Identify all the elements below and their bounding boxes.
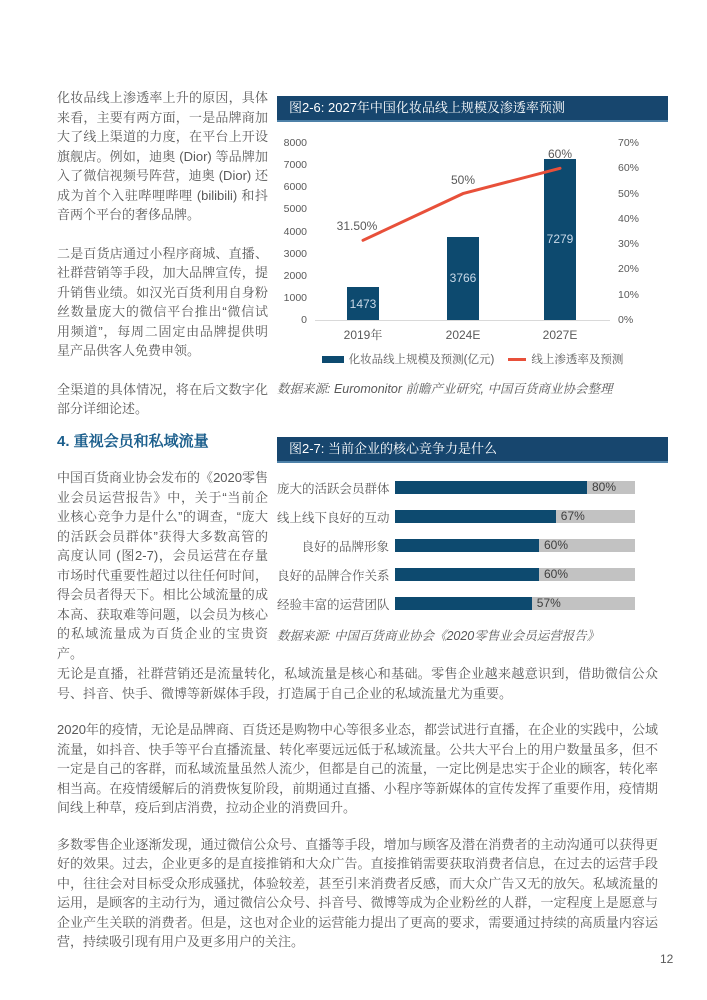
paragraph-private-traffic-core: 无论是直播，社群营销还是流量转化，私域流量是核心和基础。零售企业越来越意识到，借助微信公众号、抖音、快手、微博等新媒体手段，打造属于自己企业的私域流量尤为重要。	[57, 666, 658, 701]
paragraph-department-store: 二是百货店通过小程序商城、直播、社群营销等手段，加大品牌宣传，提升销售业绩。如汉光百货利用自身粉丝数量庞大的微信平台推出“微信试用频道”，每周二固定由品牌提供明星产品供客人免费申领。	[57, 245, 268, 358]
right-axis-tick: 10%	[618, 288, 640, 301]
bar-fill	[395, 597, 532, 610]
right-axis-tick: 70%	[618, 137, 640, 149]
category-label: 良好的品牌合作关系	[277, 568, 390, 583]
category-label: 经验丰富的运营团队	[277, 597, 390, 612]
page-number: 12	[660, 952, 674, 966]
competency-row	[277, 589, 668, 618]
chart-legend	[277, 351, 668, 367]
figure-2-6-source: 数据来源: Euromonitor 前瞻产业研究, 中国百货商业协会整理	[277, 382, 613, 396]
x-axis-label: 2024E	[445, 328, 481, 342]
legend-bar-label: 化妆品线上规模及预测(亿元)	[348, 354, 495, 366]
line-point-label: 50%	[450, 172, 476, 187]
value-label: 60%	[544, 567, 569, 581]
paragraph-2020-epidemic: 2020年的疫情，无论是品牌商、百货还是购物中心等很多业态，都尝试进行直播，在企业的实践中，公域流量，如抖音、快手等平台直播流量、转化率要远远低于私域流量。公共大平台上的用户数量虽多，但不一定是自己的客群，而私域流量虽然人流少，但都是自己的流量，一定比例是忠实于企业的顾客，转化率相当高。在疫情缓解后的消费恢复阶段，前期通过直播、小程序等新媒体的宣传发挥了重要作用，疫情期间线上种草，疫后到店消费，拉动企业的消费回升。	[57, 722, 658, 815]
paragraph-cosmetics-online: 化妆品线上渗透率上升的原因，具体来看，主要有两方面，一是品牌商加大了线上渠道的力度，在平台上开设旗舰店。例如，迪奥 (Dior) 等品牌加入了微信视频号阵营，迪奥 (Dior) 还成为首个入驻哔哩哔哩 (bilibili) 和抖音两个平台的奢侈品牌。	[57, 90, 268, 222]
line-point-label: 60%	[547, 147, 573, 162]
bar-fill	[395, 510, 556, 523]
bar-fill	[395, 481, 587, 494]
competency-row	[277, 560, 668, 589]
right-axis-tick: 0%	[618, 314, 634, 326]
left-axis-tick: 2000	[283, 269, 307, 282]
left-axis-tick: 6000	[283, 181, 307, 194]
combo-chart-canvas	[277, 130, 668, 345]
figure-2-6-title: 图2-6: 2027年中国化妆品线上规模及渗透率预测	[277, 96, 668, 122]
left-text-column-2	[57, 468, 268, 682]
legend-line-label: 线上渗透率及预测	[531, 354, 624, 366]
x-axis-label: 2027E	[542, 328, 578, 342]
section-heading-4: 4. 重视会员和私域流量	[57, 433, 209, 450]
left-axis-tick: 4000	[283, 225, 307, 238]
left-axis-tick: 0	[301, 314, 307, 326]
value-label: 57%	[536, 596, 561, 610]
x-axis-label: 2019年	[343, 328, 383, 342]
left-axis-tick: 3000	[283, 247, 307, 260]
right-axis-tick: 30%	[618, 238, 640, 251]
competency-row	[277, 473, 668, 502]
competency-row	[277, 502, 668, 531]
value-label: 67%	[560, 509, 585, 523]
competency-row	[277, 531, 668, 560]
bar-fill	[395, 539, 539, 552]
right-axis-tick: 50%	[618, 187, 640, 200]
full-width-text	[57, 664, 658, 969]
value-label: 80%	[592, 480, 617, 494]
bar-series-swatch-icon	[322, 356, 344, 363]
legend-item-bar	[322, 351, 495, 367]
bar-track	[395, 539, 635, 552]
x-axis-line	[315, 320, 610, 321]
figure-2-7-title: 图2-7: 当前企业的核心竞争力是什么	[277, 437, 668, 463]
bar-fill	[395, 568, 539, 581]
bar-value-label: 1473	[349, 296, 377, 311]
category-label: 线上线下良好的互动	[277, 510, 390, 525]
bar-track	[395, 597, 635, 610]
value-label: 60%	[544, 538, 569, 552]
category-label: 良好的品牌形象	[301, 539, 389, 554]
figure-2-7	[277, 437, 668, 644]
bar-track	[395, 568, 635, 581]
left-text-column	[57, 88, 268, 438]
right-axis-tick: 40%	[618, 212, 640, 225]
paragraph-omnichannel: 全渠道的具体情况，将在后文数字化部分详细论述。	[57, 381, 268, 416]
left-axis-tick: 7000	[283, 159, 307, 172]
bar-track	[395, 510, 635, 523]
bar-track	[395, 481, 635, 494]
legend-item-line	[508, 351, 623, 367]
line-point-label: 31.50%	[336, 219, 378, 234]
bar-value-label: 7279	[546, 232, 574, 247]
hbar-chart-rows	[277, 473, 668, 618]
figure-2-7-source: 数据来源: 中国百货商业协会《2020零售业会员运营报告》	[277, 629, 600, 643]
left-axis-tick: 1000	[283, 291, 307, 304]
paragraph-member-report: 中国百货商业协会发布的《2020零售业会员运营报告》中，关于“当前企业核心竞争力是什么”的调查，“庞大的活跃会员群体”获得大多数高管的高度认同 (图2-7)，会员运营在存量市场时代重要性超过以往任何时间，得会员者得天下。相比公域流量的成本高、获取难等问题，以会员为核心的私域流量成为百货企业的宝贵资产。	[57, 470, 268, 661]
left-axis-tick: 8000	[283, 137, 307, 149]
bar-value-label: 3766	[449, 271, 477, 286]
right-axis-tick: 60%	[618, 162, 640, 175]
category-label: 庞大的活跃会员群体	[277, 481, 390, 496]
figure-2-6	[277, 96, 668, 397]
right-axis-tick: 20%	[618, 263, 640, 276]
left-axis-tick: 5000	[283, 203, 307, 216]
paragraph-retail-discovery: 多数零售企业逐渐发现，通过微信公众号、直播等手段，增加与顾客及潜在消费者的主动沟通可以获得更好的效果。过去，企业更多的是直接推销和大众广告。直接推销需要获取消费者信息，在过去的运营手段中，往往会对目标受众形成骚扰，体验较差，甚至引来消费者反感，而大众广告又无的放矢。私域流量的运用，是顾客的主动行为，通过微信公众号、抖音号、微博等成为企业粉丝的人群，一定程度上是愿意与企业产生关联的消费者。但是，这也对企业的运营能力提出了更高的要求，需要通过持续的高质量内容运营，持续吸引现有用户及更多用户的关注。	[57, 836, 658, 949]
line-series-swatch-icon	[508, 358, 526, 361]
